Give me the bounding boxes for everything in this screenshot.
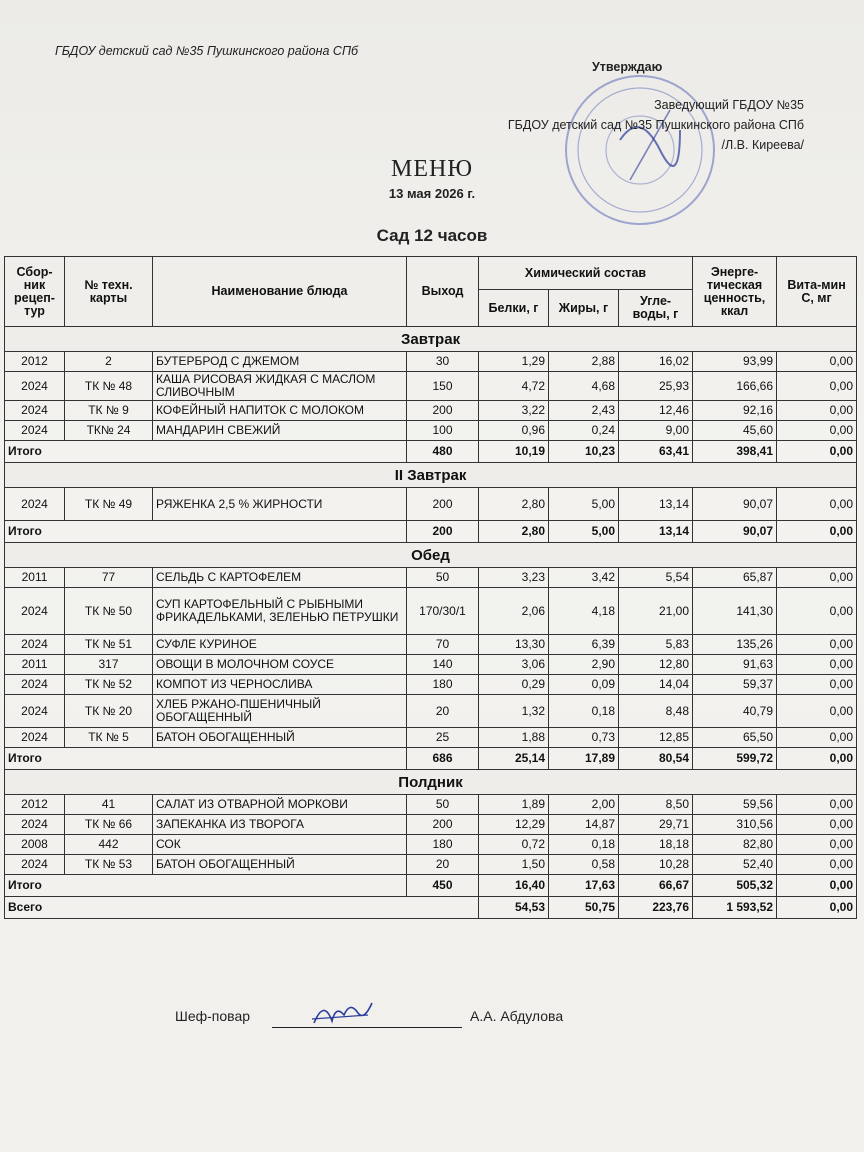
vitamin-c: 0,00 <box>777 835 857 855</box>
energy: 65,87 <box>693 568 777 588</box>
carbs: 10,28 <box>619 855 693 875</box>
tech-card: ТК № 48 <box>65 372 153 401</box>
tech-card: ТК № 9 <box>65 401 153 421</box>
recipe-collection: 2012 <box>5 352 65 372</box>
total-vitamin: 0,00 <box>777 521 857 543</box>
output: 200 <box>407 488 479 521</box>
proteins: 12,29 <box>479 815 549 835</box>
fats: 14,87 <box>549 815 619 835</box>
carbs: 8,50 <box>619 795 693 815</box>
recipe-collection: 2024 <box>5 372 65 401</box>
energy: 92,16 <box>693 401 777 421</box>
energy: 166,66 <box>693 372 777 401</box>
total-row <box>5 521 857 543</box>
fats: 0,24 <box>549 421 619 441</box>
dish-row <box>5 728 857 748</box>
col-collection: Сбор-ник рецеп-тур <box>5 257 65 327</box>
menu-title: МЕНЮ <box>391 156 473 182</box>
vitamin-c: 0,00 <box>777 655 857 675</box>
output: 50 <box>407 568 479 588</box>
total-label: Итого <box>5 521 407 543</box>
output: 200 <box>407 401 479 421</box>
output: 25 <box>407 728 479 748</box>
vitamin-c: 0,00 <box>777 401 857 421</box>
fats: 0,58 <box>549 855 619 875</box>
dish-row <box>5 372 857 401</box>
dish-name: БАТОН ОБОГАЩЕННЫЙ <box>153 728 407 748</box>
total-proteins: 25,14 <box>479 748 549 770</box>
fats: 2,88 <box>549 352 619 372</box>
proteins: 3,23 <box>479 568 549 588</box>
total-label: Итого <box>5 748 407 770</box>
dish-row <box>5 675 857 695</box>
recipe-collection: 2024 <box>5 855 65 875</box>
dish-row <box>5 835 857 855</box>
section-header <box>5 327 857 352</box>
grand-total-label: Всего <box>5 897 479 919</box>
carbs: 5,83 <box>619 635 693 655</box>
vitamin-c: 0,00 <box>777 352 857 372</box>
chef-signature <box>310 995 380 1031</box>
vitamin-c: 0,00 <box>777 815 857 835</box>
tech-card: 2 <box>65 352 153 372</box>
tech-card: 317 <box>65 655 153 675</box>
total-fats: 10,23 <box>549 441 619 463</box>
dish-name: ОВОЩИ В МОЛОЧНОМ СОУСЕ <box>153 655 407 675</box>
carbs: 21,00 <box>619 588 693 635</box>
energy: 59,56 <box>693 795 777 815</box>
tech-card: ТК № 66 <box>65 815 153 835</box>
output: 20 <box>407 855 479 875</box>
dish-name: КОМПОТ ИЗ ЧЕРНОСЛИВА <box>153 675 407 695</box>
recipe-collection: 2024 <box>5 488 65 521</box>
vitamin-c: 0,00 <box>777 795 857 815</box>
dish-name: МАНДАРИН СВЕЖИЙ <box>153 421 407 441</box>
energy: 90,07 <box>693 488 777 521</box>
proteins: 1,88 <box>479 728 549 748</box>
fats: 3,42 <box>549 568 619 588</box>
dish-name: КОФЕЙНЫЙ НАПИТОК С МОЛОКОМ <box>153 401 407 421</box>
col-fats: Жиры, г <box>549 290 619 327</box>
tech-card: ТК № 5 <box>65 728 153 748</box>
tech-card: ТК № 52 <box>65 675 153 695</box>
grand-energy: 1 593,52 <box>693 897 777 919</box>
total-output: 480 <box>407 441 479 463</box>
fats: 4,68 <box>549 372 619 401</box>
grand-vitamin: 0,00 <box>777 897 857 919</box>
total-vitamin: 0,00 <box>777 748 857 770</box>
output: 140 <box>407 655 479 675</box>
energy: 52,40 <box>693 855 777 875</box>
dish-row <box>5 655 857 675</box>
total-energy: 398,41 <box>693 441 777 463</box>
dish-name: СУФЛЕ КУРИНОЕ <box>153 635 407 655</box>
vitamin-c: 0,00 <box>777 421 857 441</box>
col-dish: Наименование блюда <box>153 257 407 327</box>
dish-row <box>5 401 857 421</box>
total-fats: 17,89 <box>549 748 619 770</box>
proteins: 1,29 <box>479 352 549 372</box>
carbs: 29,71 <box>619 815 693 835</box>
dish-name: КАША РИСОВАЯ ЖИДКАЯ С МАСЛОМ СЛИВОЧНЫМ <box>153 372 407 401</box>
carbs: 12,85 <box>619 728 693 748</box>
proteins: 4,72 <box>479 372 549 401</box>
section-header <box>5 463 857 488</box>
garden-subtitle: Сад 12 часов <box>376 226 488 245</box>
col-tech-card: № техн. карты <box>65 257 153 327</box>
energy: 45,60 <box>693 421 777 441</box>
head-position: Заведующий ГБДОУ №35 <box>654 98 804 112</box>
dish-name: САЛАТ ИЗ ОТВАРНОЙ МОРКОВИ <box>153 795 407 815</box>
col-energy: Энерге-тическая ценность, ккал <box>693 257 777 327</box>
dish-row <box>5 815 857 835</box>
carbs: 13,14 <box>619 488 693 521</box>
proteins: 2,06 <box>479 588 549 635</box>
col-vitamin: Вита-мин С, мг <box>777 257 857 327</box>
total-row <box>5 441 857 463</box>
tech-card: ТК № 50 <box>65 588 153 635</box>
fats: 2,00 <box>549 795 619 815</box>
total-row <box>5 748 857 770</box>
section-title: II Завтрак <box>5 463 857 488</box>
proteins: 0,96 <box>479 421 549 441</box>
output: 180 <box>407 675 479 695</box>
energy: 93,99 <box>693 352 777 372</box>
dish-row <box>5 488 857 521</box>
dish-row <box>5 635 857 655</box>
grand-proteins: 54,53 <box>479 897 549 919</box>
chef-name: А.А. Абдулова <box>470 1008 564 1024</box>
dish-name: БУТЕРБРОД С ДЖЕМОМ <box>153 352 407 372</box>
total-row <box>5 875 857 897</box>
proteins: 3,22 <box>479 401 549 421</box>
proteins: 1,89 <box>479 795 549 815</box>
fats: 6,39 <box>549 635 619 655</box>
output: 70 <box>407 635 479 655</box>
output: 30 <box>407 352 479 372</box>
official-stamp <box>560 70 720 230</box>
energy: 40,79 <box>693 695 777 728</box>
total-output: 200 <box>407 521 479 543</box>
approve-label: Утверждаю <box>592 60 663 74</box>
tech-card: ТК № 49 <box>65 488 153 521</box>
recipe-collection: 2024 <box>5 695 65 728</box>
menu-table <box>4 256 857 919</box>
col-proteins: Белки, г <box>479 290 549 327</box>
total-label: Итого <box>5 875 407 897</box>
total-carbs: 63,41 <box>619 441 693 463</box>
output: 100 <box>407 421 479 441</box>
proteins: 2,80 <box>479 488 549 521</box>
energy: 59,37 <box>693 675 777 695</box>
tech-card: 442 <box>65 835 153 855</box>
tech-card: 41 <box>65 795 153 815</box>
proteins: 1,32 <box>479 695 549 728</box>
section-header <box>5 770 857 795</box>
fats: 2,43 <box>549 401 619 421</box>
carbs: 12,80 <box>619 655 693 675</box>
recipe-collection: 2024 <box>5 421 65 441</box>
col-carbs: Угле-воды, г <box>619 290 693 327</box>
fats: 0,18 <box>549 695 619 728</box>
vitamin-c: 0,00 <box>777 568 857 588</box>
total-fats: 17,63 <box>549 875 619 897</box>
total-carbs: 66,67 <box>619 875 693 897</box>
proteins: 1,50 <box>479 855 549 875</box>
total-vitamin: 0,00 <box>777 875 857 897</box>
menu-body <box>5 327 857 919</box>
energy: 82,80 <box>693 835 777 855</box>
output: 200 <box>407 815 479 835</box>
grand-carbs: 223,76 <box>619 897 693 919</box>
tech-card: ТК № 53 <box>65 855 153 875</box>
energy: 91,63 <box>693 655 777 675</box>
organization-name: ГБДОУ детский сад №35 Пушкинского района СПб <box>55 44 359 58</box>
vitamin-c: 0,00 <box>777 855 857 875</box>
col-output: Выход <box>407 257 479 327</box>
carbs: 16,02 <box>619 352 693 372</box>
recipe-collection: 2024 <box>5 675 65 695</box>
fats: 0,09 <box>549 675 619 695</box>
energy: 135,26 <box>693 635 777 655</box>
dish-row <box>5 588 857 635</box>
dish-name: ХЛЕБ РЖАНО-ПШЕНИЧНЫЙ ОБОГАЩЕННЫЙ <box>153 695 407 728</box>
vitamin-c: 0,00 <box>777 635 857 655</box>
tech-card: 77 <box>65 568 153 588</box>
output: 20 <box>407 695 479 728</box>
total-fats: 5,00 <box>549 521 619 543</box>
recipe-collection: 2008 <box>5 835 65 855</box>
fats: 2,90 <box>549 655 619 675</box>
total-label: Итого <box>5 441 407 463</box>
recipe-collection: 2024 <box>5 588 65 635</box>
dish-name: РЯЖЕНКА 2,5 % ЖИРНОСТИ <box>153 488 407 521</box>
total-proteins: 10,19 <box>479 441 549 463</box>
vitamin-c: 0,00 <box>777 728 857 748</box>
total-vitamin: 0,00 <box>777 441 857 463</box>
output: 170/30/1 <box>407 588 479 635</box>
total-energy: 505,32 <box>693 875 777 897</box>
proteins: 13,30 <box>479 635 549 655</box>
menu-date: 13 мая 2026 г. <box>388 186 476 201</box>
dish-name: ЗАПЕКАНКА ИЗ ТВОРОГА <box>153 815 407 835</box>
output: 180 <box>407 835 479 855</box>
total-energy: 90,07 <box>693 521 777 543</box>
proteins: 3,06 <box>479 655 549 675</box>
carbs: 25,93 <box>619 372 693 401</box>
fats: 4,18 <box>549 588 619 635</box>
dish-name: СОК <box>153 835 407 855</box>
tech-card: ТК № 20 <box>65 695 153 728</box>
carbs: 18,18 <box>619 835 693 855</box>
total-energy: 599,72 <box>693 748 777 770</box>
carbs: 12,46 <box>619 401 693 421</box>
head-name: /Л.В. Киреева/ <box>721 138 804 152</box>
grand-total-row <box>5 897 857 919</box>
recipe-collection: 2012 <box>5 795 65 815</box>
total-carbs: 80,54 <box>619 748 693 770</box>
proteins: 0,29 <box>479 675 549 695</box>
total-proteins: 16,40 <box>479 875 549 897</box>
vitamin-c: 0,00 <box>777 675 857 695</box>
head-organization: ГБДОУ детский сад №35 Пушкинского района СПб <box>507 118 804 132</box>
tech-card: ТК № 51 <box>65 635 153 655</box>
col-chem: Химический состав <box>479 257 693 290</box>
energy: 65,50 <box>693 728 777 748</box>
energy: 141,30 <box>693 588 777 635</box>
energy: 310,56 <box>693 815 777 835</box>
dish-row <box>5 795 857 815</box>
carbs: 9,00 <box>619 421 693 441</box>
recipe-collection: 2024 <box>5 728 65 748</box>
fats: 0,18 <box>549 835 619 855</box>
total-output: 450 <box>407 875 479 897</box>
section-title: Полдник <box>5 770 857 795</box>
dish-row <box>5 855 857 875</box>
grand-fats: 50,75 <box>549 897 619 919</box>
recipe-collection: 2024 <box>5 635 65 655</box>
output: 150 <box>407 372 479 401</box>
dish-row <box>5 568 857 588</box>
dish-name: СУП КАРТОФЕЛЬНЫЙ С РЫБНЫМИ ФРИКАДЕЛЬКАМИ, ЗЕЛЕНЬЮ ПЕТРУШКИ <box>153 588 407 635</box>
dish-row <box>5 421 857 441</box>
vitamin-c: 0,00 <box>777 695 857 728</box>
section-header <box>5 543 857 568</box>
total-output: 686 <box>407 748 479 770</box>
vitamin-c: 0,00 <box>777 372 857 401</box>
vitamin-c: 0,00 <box>777 588 857 635</box>
dish-name: БАТОН ОБОГАЩЕННЫЙ <box>153 855 407 875</box>
carbs: 14,04 <box>619 675 693 695</box>
fats: 5,00 <box>549 488 619 521</box>
carbs: 5,54 <box>619 568 693 588</box>
recipe-collection: 2011 <box>5 655 65 675</box>
recipe-collection: 2011 <box>5 568 65 588</box>
recipe-collection: 2024 <box>5 815 65 835</box>
total-carbs: 13,14 <box>619 521 693 543</box>
chef-label: Шеф-повар <box>175 1008 251 1024</box>
section-title: Завтрак <box>5 327 857 352</box>
total-proteins: 2,80 <box>479 521 549 543</box>
dish-row <box>5 352 857 372</box>
tech-card: ТК№ 24 <box>65 421 153 441</box>
proteins: 0,72 <box>479 835 549 855</box>
carbs: 8,48 <box>619 695 693 728</box>
vitamin-c: 0,00 <box>777 488 857 521</box>
section-title: Обед <box>5 543 857 568</box>
output: 50 <box>407 795 479 815</box>
recipe-collection: 2024 <box>5 401 65 421</box>
dish-name: СЕЛЬДЬ С КАРТОФЕЛЕМ <box>153 568 407 588</box>
fats: 0,73 <box>549 728 619 748</box>
dish-row <box>5 695 857 728</box>
